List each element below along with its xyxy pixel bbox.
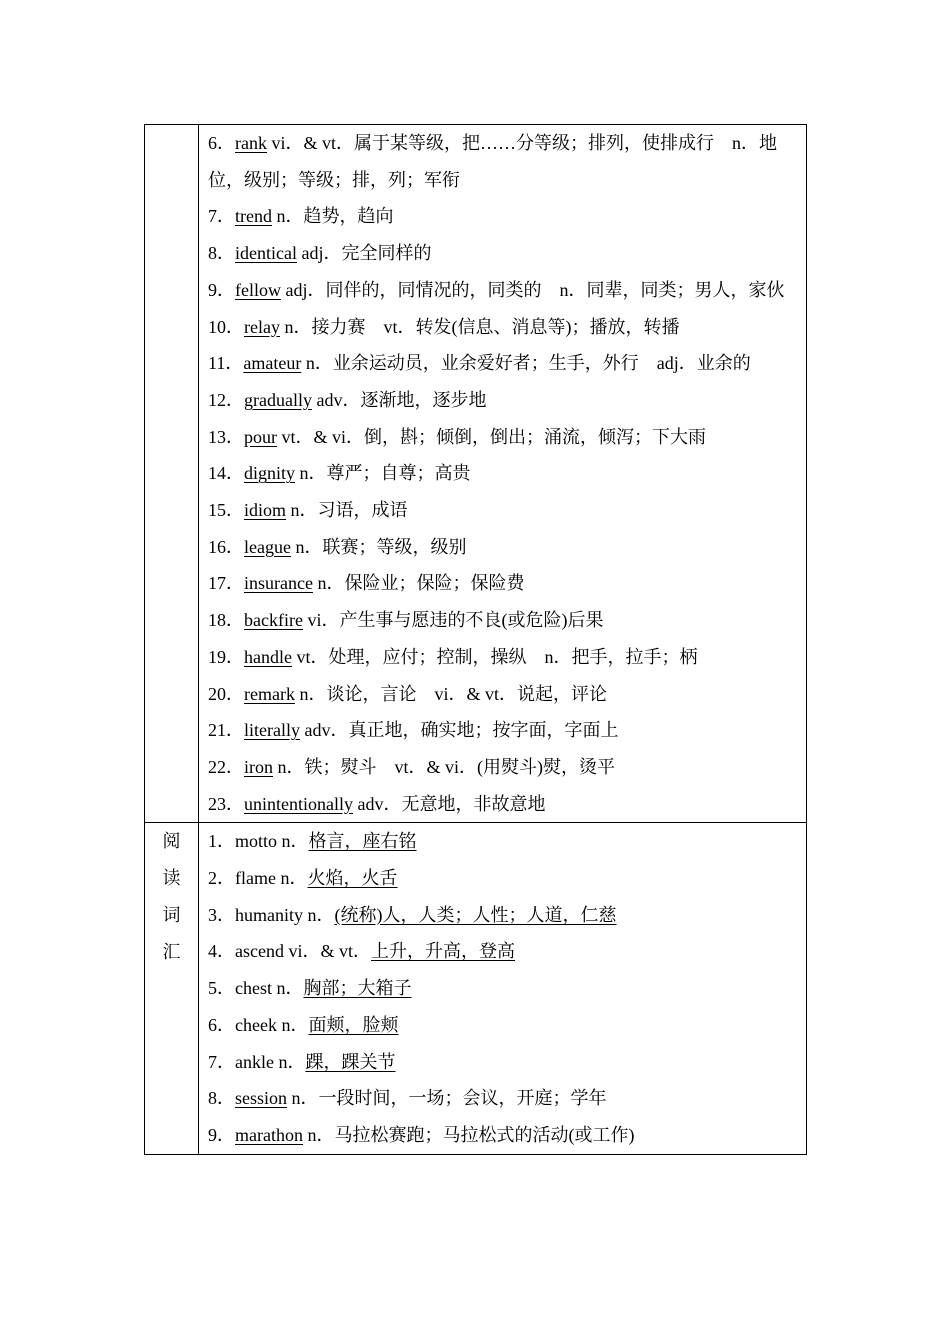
entry-definition: n．接力赛 vt．转发(信息、消息等)；播放，转播: [279, 316, 680, 337]
vocab-entry: [208, 933, 806, 970]
entry-number: 5．: [208, 978, 235, 999]
entry-word: pour: [244, 426, 277, 447]
vocab-entry: [208, 492, 806, 529]
entry-word: idiom: [244, 500, 287, 521]
entry-list-core: [208, 125, 806, 822]
vocab-entry: [208, 455, 806, 492]
entry-number: 8．: [208, 243, 235, 264]
entry-number: 9．: [208, 279, 235, 300]
entry-definition: n．马拉松赛跑；马拉松式的活动(或工作): [302, 1124, 635, 1145]
vocab-entry: [208, 382, 806, 419]
entry-number: 23．: [208, 793, 244, 814]
entry-word: handle: [244, 646, 292, 667]
entry-word: cheek: [235, 1014, 277, 1035]
entry-number: 1．: [208, 831, 235, 852]
vocab-entry: [208, 529, 806, 566]
section-label-char: 词: [162, 905, 181, 926]
entry-number: 3．: [208, 904, 235, 925]
entry-word: rank: [235, 133, 267, 153]
vocab-entry: [208, 309, 806, 346]
section-label-char: 读: [162, 868, 181, 889]
entry-word: gradually: [244, 389, 312, 410]
vocab-entry: [208, 860, 806, 897]
section-label-cell-reading: [145, 823, 199, 1154]
section-entries-core: [199, 125, 807, 823]
vocab-entry: [208, 272, 806, 309]
vocab-entry: [208, 970, 806, 1007]
entry-number: 10．: [208, 316, 244, 337]
entry-list-reading: [208, 823, 806, 1153]
vocab-entry: [208, 125, 806, 198]
entry-definition: adj．同伴的，同情况的，同类的 n．同辈，同类；男人，家伙: [280, 279, 785, 300]
entry-word: league: [244, 536, 291, 557]
entry-word: backfire: [244, 610, 303, 631]
vocab-entry: [208, 565, 806, 602]
entry-definition: n．尊严；自尊；高贵: [295, 463, 471, 484]
vocab-entry: [208, 1044, 806, 1081]
section-row-core: [145, 125, 807, 823]
entry-number: 22．: [208, 756, 244, 777]
entry-word: insurance: [244, 573, 313, 594]
entry-definition: n．保险业；保险；保险费: [312, 573, 525, 594]
entry-number: 12．: [208, 389, 244, 410]
entry-word: literally: [244, 720, 300, 741]
entry-number: 21．: [208, 720, 244, 741]
entry-word: ascend: [235, 941, 284, 962]
vocab-entry: [208, 676, 806, 713]
entry-definition: adv．无意地，非故意地: [352, 793, 546, 814]
entry-number: 17．: [208, 573, 244, 594]
entry-number: 7．: [208, 1051, 235, 1072]
vocab-entry: [208, 345, 806, 382]
vocab-entry: [208, 786, 806, 823]
vocab-entry: [208, 1117, 806, 1154]
entry-number: 8．: [208, 1088, 235, 1109]
entry-number: 2．: [208, 868, 235, 889]
entry-number: 6．: [208, 1014, 235, 1035]
entry-pos: n．: [276, 1014, 309, 1035]
entry-definition: vt．处理，应付；控制，操纵 n．把手，拉手；柄: [291, 646, 698, 667]
entry-definition: n．业余运动员，业余爱好者；生手，外行 adj．业余的: [301, 353, 751, 374]
vocab-entry: [208, 1080, 806, 1117]
entry-word: relay: [244, 316, 280, 337]
entry-number: 9．: [208, 1124, 235, 1145]
entry-pos: n．: [275, 868, 308, 889]
entry-number: 11．: [208, 353, 244, 374]
entry-meaning-answer: 火焰，火舌: [307, 868, 398, 889]
vocab-entry: [208, 602, 806, 639]
entry-number: 7．: [208, 206, 235, 227]
entry-number: 6．: [208, 133, 235, 153]
entry-word: amateur: [243, 353, 302, 374]
vocabulary-table: [144, 124, 807, 1155]
entry-definition: vi．& vt．属于某等级，把……分等级；排列，使排成行 n．地位，级别；等级；排，列；军衔: [208, 133, 777, 190]
entry-definition: adj．完全同样的: [296, 243, 432, 264]
vocab-entry: [208, 235, 806, 272]
vocab-entry: [208, 749, 806, 786]
entry-meaning-answer: 胸部；大箱子: [303, 978, 412, 999]
entry-definition: n．趋势，趋向: [271, 206, 394, 227]
entry-word: ankle: [235, 1051, 274, 1072]
entry-number: 18．: [208, 610, 244, 631]
section-label-reading-vocabulary: [145, 823, 198, 971]
entry-meaning-answer: 面颊，脸颊: [308, 1014, 399, 1035]
entry-pos: vi．& vt．: [283, 941, 371, 962]
entry-meaning-answer: 上升，升高，登高: [371, 941, 515, 962]
entry-meaning-answer: 格言，座右铭: [308, 831, 417, 852]
entry-definition: n．习语，成语: [286, 500, 408, 521]
entry-number: 20．: [208, 683, 244, 704]
entry-word: remark: [244, 683, 295, 704]
entry-pos: n．: [273, 1051, 306, 1072]
entry-definition: n．一段时间，一场；会议，开庭；学年: [287, 1088, 607, 1109]
section-label-cell-empty: [145, 125, 199, 823]
vocab-entry: [208, 712, 806, 749]
vocab-entry: [208, 198, 806, 235]
entry-definition: adv．真正地，确实地；按字面，字面上: [299, 720, 619, 741]
entry-pos: n．: [271, 978, 304, 999]
entry-word: motto: [235, 831, 278, 852]
vocab-entry: [208, 897, 806, 934]
section-label-char: 汇: [162, 942, 181, 963]
vocab-entry: [208, 639, 806, 676]
entry-definition: n．谈论，言论 vi．& vt．说起，评论: [294, 683, 607, 704]
entry-word: iron: [244, 756, 273, 777]
entry-pos: n．: [277, 831, 309, 852]
section-label-char: 阅: [162, 831, 181, 852]
entry-number: 13．: [208, 426, 244, 447]
entry-word: trend: [235, 206, 272, 227]
entry-number: 15．: [208, 500, 244, 521]
entry-word: unintentionally: [244, 793, 353, 814]
entry-word: humanity: [235, 904, 303, 925]
entry-word: fellow: [235, 279, 281, 300]
entry-number: 4．: [208, 941, 235, 962]
entry-definition: n．铁；熨斗 vt．& vi．(用熨斗)熨，烫平: [273, 756, 615, 777]
entry-number: 19．: [208, 646, 244, 667]
entry-number: 16．: [208, 536, 244, 557]
entry-word: session: [235, 1088, 288, 1109]
entry-word: marathon: [235, 1124, 303, 1145]
entry-word: identical: [235, 243, 297, 264]
section-row-reading: [145, 823, 807, 1154]
entry-meaning-answer: (统称)人，人类；人性；人道，仁慈: [334, 904, 617, 925]
entry-definition: vi．产生事与愿违的不良(或危险)后果: [302, 610, 604, 631]
vocab-entry: [208, 823, 806, 860]
section-entries-reading: [199, 823, 807, 1154]
entry-meaning-answer: 踝，踝关节: [305, 1051, 396, 1072]
entry-number: 14．: [208, 463, 244, 484]
entry-word: chest: [235, 978, 272, 999]
entry-word: flame: [235, 868, 276, 889]
entry-word: dignity: [244, 463, 296, 484]
vocab-entry: [208, 1007, 806, 1044]
entry-definition: n．联赛；等级，级别: [290, 536, 467, 557]
entry-pos: n．: [303, 904, 335, 925]
entry-definition: vt．& vi．倒，斟；倾倒，倒出；涌流，倾泻；下大雨: [277, 426, 707, 447]
vocab-entry: [208, 419, 806, 456]
entry-definition: adv．逐渐地，逐步地: [311, 389, 487, 410]
